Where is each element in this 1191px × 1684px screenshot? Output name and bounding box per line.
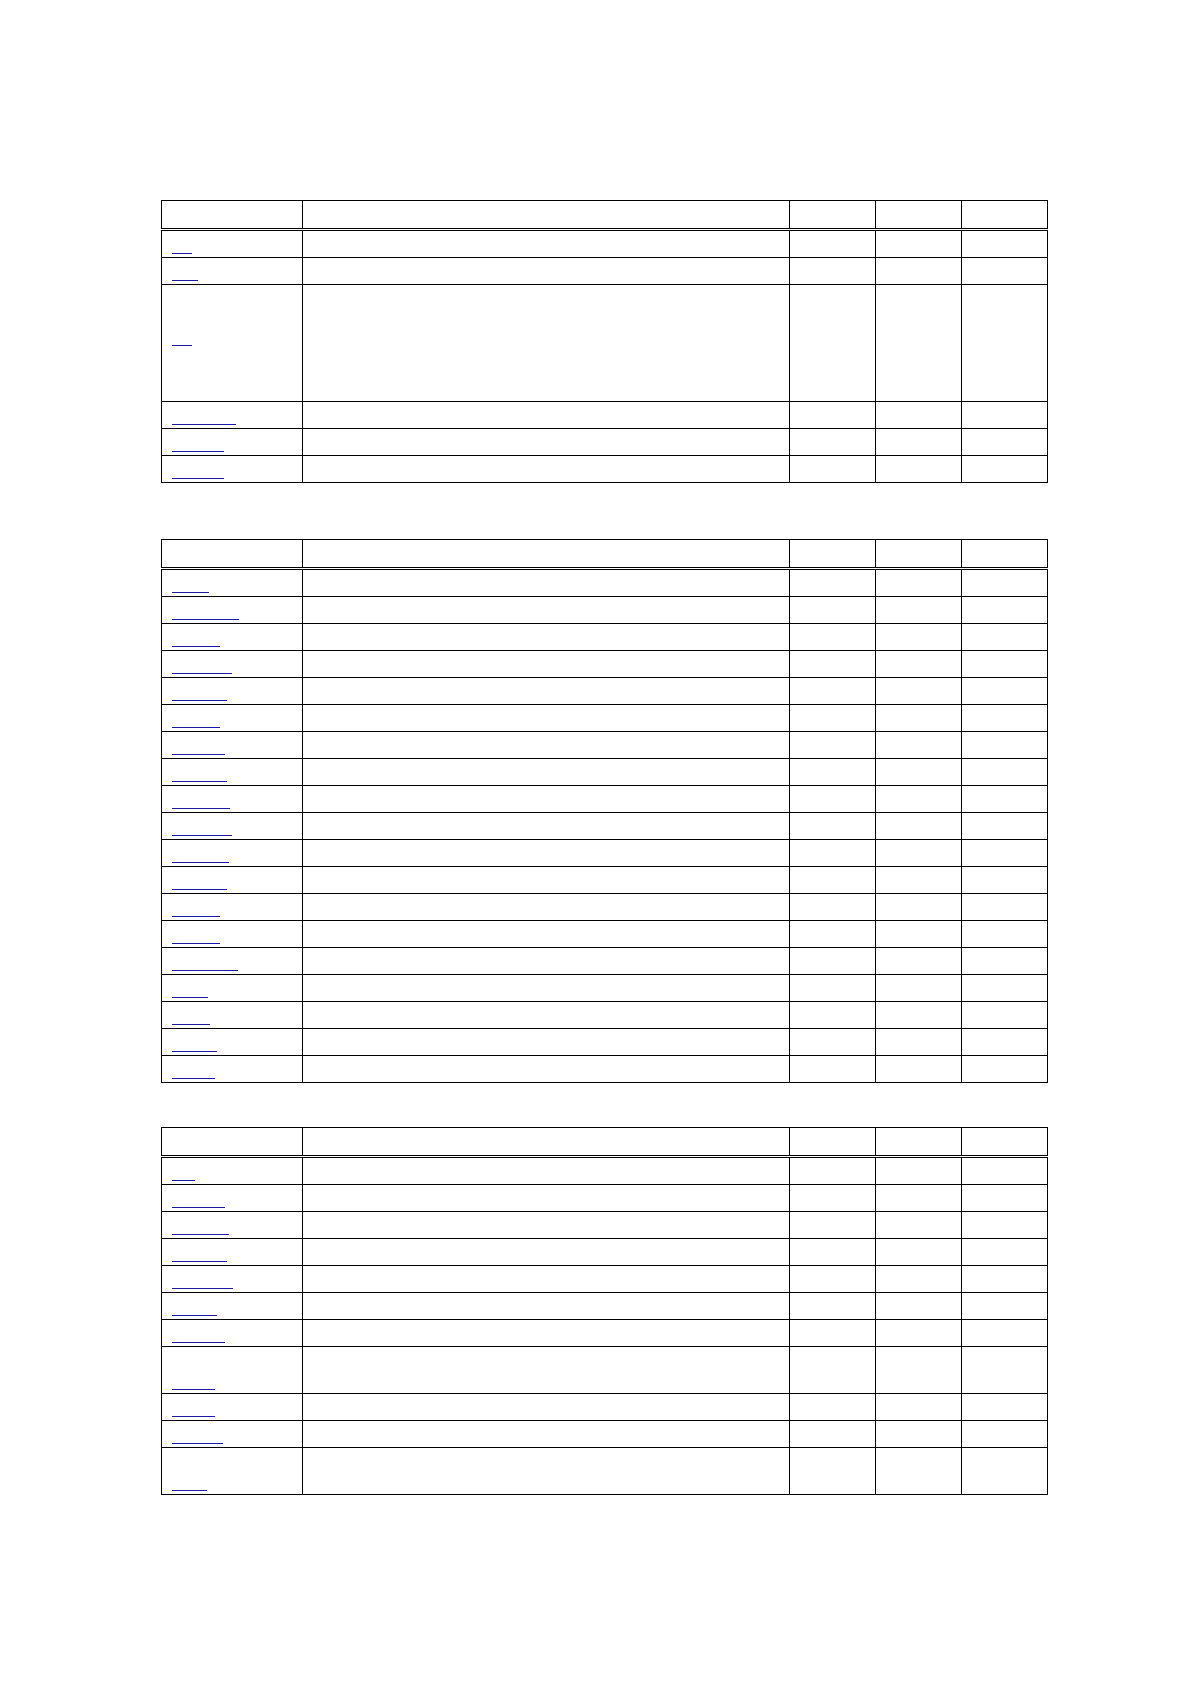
header-cell — [162, 201, 303, 230]
table-cell — [962, 1185, 1048, 1212]
table-cell — [876, 786, 962, 813]
row-link[interactable] — [172, 781, 227, 782]
table-cell — [962, 597, 1048, 624]
table-row — [162, 624, 1048, 651]
table-cell — [303, 759, 790, 786]
table-cell — [962, 1293, 1048, 1320]
table-cell — [876, 230, 962, 258]
table-row — [162, 285, 1048, 402]
table-row — [162, 678, 1048, 705]
table-cell — [876, 1421, 962, 1448]
table-cell — [162, 402, 303, 429]
table-cell — [962, 1448, 1048, 1495]
table-cell — [876, 840, 962, 867]
table-cell — [162, 1239, 303, 1266]
table-row — [162, 1293, 1048, 1320]
table-cell — [790, 1421, 876, 1448]
table-cell — [303, 1212, 790, 1239]
row-link[interactable] — [172, 1288, 233, 1289]
table-cell — [876, 1002, 962, 1029]
table-cell — [162, 1320, 303, 1347]
table-cell — [962, 1320, 1048, 1347]
table-cell — [162, 1293, 303, 1320]
table-cell — [303, 867, 790, 894]
table-row — [162, 705, 1048, 732]
table-cell — [162, 1448, 303, 1495]
table-cell — [876, 1347, 962, 1394]
table-cell — [962, 1056, 1048, 1083]
table-cell — [962, 456, 1048, 483]
header-cell — [962, 540, 1048, 569]
table-cell — [162, 786, 303, 813]
table-cell — [790, 813, 876, 840]
table-cell — [162, 678, 303, 705]
table-cell — [303, 1421, 790, 1448]
table-cell — [876, 456, 962, 483]
table-cell — [876, 867, 962, 894]
table-row — [162, 1448, 1048, 1495]
table-cell — [303, 402, 790, 429]
table-cell — [962, 1157, 1048, 1185]
table-row — [162, 759, 1048, 786]
table-cell — [790, 1293, 876, 1320]
table-cell — [162, 948, 303, 975]
table-cell — [876, 1029, 962, 1056]
row-link[interactable] — [172, 646, 220, 647]
table-cell — [162, 1347, 303, 1394]
row-link[interactable] — [172, 1389, 215, 1390]
table-cell — [162, 867, 303, 894]
table-cell — [876, 732, 962, 759]
table-cell — [962, 402, 1048, 429]
table-row — [162, 948, 1048, 975]
table-cell — [162, 840, 303, 867]
row-link[interactable] — [172, 619, 239, 620]
table-row — [162, 1320, 1048, 1347]
table-row — [162, 429, 1048, 456]
row-link[interactable] — [172, 1443, 223, 1444]
table-cell — [790, 456, 876, 483]
table-row — [162, 569, 1048, 597]
table-cell — [790, 705, 876, 732]
table-cell — [876, 1320, 962, 1347]
row-link[interactable] — [172, 916, 220, 917]
table-row — [162, 456, 1048, 483]
table-cell — [790, 840, 876, 867]
table-row — [162, 1212, 1048, 1239]
table-cell — [303, 1239, 790, 1266]
table-row — [162, 840, 1048, 867]
table-row — [162, 786, 1048, 813]
row-link[interactable] — [172, 1342, 225, 1343]
table-cell — [790, 921, 876, 948]
table-cell — [790, 569, 876, 597]
table-cell — [790, 732, 876, 759]
row-link[interactable] — [172, 835, 232, 836]
table-cell — [162, 894, 303, 921]
table-header-row — [162, 1128, 1048, 1157]
table-cell — [790, 786, 876, 813]
header-cell — [790, 540, 876, 569]
table-cell — [162, 230, 303, 258]
table-cell — [876, 258, 962, 285]
table-cell — [303, 456, 790, 483]
table-cell — [790, 1320, 876, 1347]
table-cell — [162, 1266, 303, 1293]
table-cell — [962, 1212, 1048, 1239]
table-cell — [790, 1394, 876, 1421]
table-cell — [962, 624, 1048, 651]
table-cell — [303, 1029, 790, 1056]
table-cell — [962, 651, 1048, 678]
table-cell — [790, 678, 876, 705]
table-cell — [162, 1185, 303, 1212]
table-cell — [962, 429, 1048, 456]
table-row — [162, 597, 1048, 624]
table-cell — [790, 867, 876, 894]
table-cell — [962, 569, 1048, 597]
table-cell — [876, 705, 962, 732]
table-cell — [962, 786, 1048, 813]
table-cell — [303, 1002, 790, 1029]
table-row — [162, 1056, 1048, 1083]
row-link[interactable] — [172, 1180, 195, 1181]
table-3 — [161, 1127, 1048, 1495]
table-cell — [303, 1056, 790, 1083]
row-link[interactable] — [172, 1051, 217, 1052]
table-cell — [162, 456, 303, 483]
row-link[interactable] — [172, 1261, 227, 1262]
table-header-row — [162, 201, 1048, 230]
table-cell — [876, 1056, 962, 1083]
table-cell — [303, 569, 790, 597]
header-cell — [303, 1128, 790, 1157]
table-cell — [162, 1029, 303, 1056]
table-cell — [303, 921, 790, 948]
table-cell — [162, 285, 303, 402]
table-cell — [790, 624, 876, 651]
row-link[interactable] — [172, 997, 208, 998]
table-cell — [876, 894, 962, 921]
table-cell — [162, 732, 303, 759]
table-cell — [876, 624, 962, 651]
table-cell — [162, 1212, 303, 1239]
table-cell — [303, 678, 790, 705]
table-row — [162, 1394, 1048, 1421]
table-cell — [790, 894, 876, 921]
table-cell — [876, 1394, 962, 1421]
table-cell — [303, 429, 790, 456]
table-cell — [790, 1266, 876, 1293]
row-link[interactable] — [172, 862, 229, 863]
table-cell — [876, 1212, 962, 1239]
table-cell — [962, 975, 1048, 1002]
header-cell — [962, 201, 1048, 230]
table-cell — [790, 1448, 876, 1495]
table-cell — [162, 651, 303, 678]
row-link[interactable] — [172, 253, 192, 254]
table-cell — [303, 1293, 790, 1320]
table-cell — [162, 429, 303, 456]
table-cell — [162, 1002, 303, 1029]
table-row — [162, 1239, 1048, 1266]
table-row — [162, 894, 1048, 921]
table-cell — [876, 285, 962, 402]
table-cell — [162, 759, 303, 786]
table-cell — [162, 1056, 303, 1083]
table-row — [162, 1347, 1048, 1394]
row-link[interactable] — [172, 754, 225, 755]
table-row — [162, 402, 1048, 429]
row-link[interactable] — [172, 451, 224, 452]
table-cell — [162, 624, 303, 651]
table-cell — [962, 1421, 1048, 1448]
table-cell — [162, 258, 303, 285]
table-cell — [962, 1239, 1048, 1266]
table-row — [162, 651, 1048, 678]
table-cell — [962, 1347, 1048, 1394]
table-cell — [876, 651, 962, 678]
table-cell — [303, 1394, 790, 1421]
table-cell — [962, 867, 1048, 894]
table-row — [162, 1421, 1048, 1448]
table-cell — [962, 1394, 1048, 1421]
table-cell — [790, 285, 876, 402]
row-link[interactable] — [172, 478, 224, 479]
row-link[interactable] — [172, 808, 230, 809]
table-cell — [962, 230, 1048, 258]
header-cell — [303, 540, 790, 569]
table-cell — [790, 1157, 876, 1185]
table-cell — [790, 429, 876, 456]
table-cell — [303, 651, 790, 678]
table-cell — [790, 759, 876, 786]
table-cell — [962, 894, 1048, 921]
table-cell — [876, 1293, 962, 1320]
table-cell — [790, 1185, 876, 1212]
table-cell — [303, 1185, 790, 1212]
table-cell — [962, 840, 1048, 867]
table-cell — [790, 1029, 876, 1056]
header-cell — [876, 201, 962, 230]
row-link[interactable] — [172, 1490, 207, 1491]
table-cell — [162, 813, 303, 840]
row-link[interactable] — [172, 1416, 215, 1417]
table-cell — [962, 258, 1048, 285]
table-cell — [876, 1185, 962, 1212]
table-cell — [790, 1239, 876, 1266]
header-cell — [876, 1128, 962, 1157]
row-link[interactable] — [172, 970, 238, 971]
row-link[interactable] — [172, 1024, 210, 1025]
table-1 — [161, 200, 1048, 483]
table-cell — [303, 786, 790, 813]
table-cell — [303, 230, 790, 258]
table-cell — [303, 624, 790, 651]
row-link[interactable] — [172, 673, 232, 674]
table-row — [162, 1185, 1048, 1212]
table-cell — [162, 1157, 303, 1185]
table-cell — [790, 258, 876, 285]
table-cell — [303, 840, 790, 867]
row-link[interactable] — [172, 1207, 225, 1208]
table-cell — [962, 759, 1048, 786]
table-row — [162, 258, 1048, 285]
table-cell — [303, 948, 790, 975]
table-cell — [790, 1056, 876, 1083]
table-cell — [790, 975, 876, 1002]
table-cell — [303, 1320, 790, 1347]
table-cell — [162, 975, 303, 1002]
table-row — [162, 1266, 1048, 1293]
row-link[interactable] — [172, 345, 192, 346]
table-cell — [876, 1448, 962, 1495]
table-cell — [962, 1002, 1048, 1029]
row-link[interactable] — [172, 280, 198, 281]
row-link[interactable] — [172, 700, 227, 701]
table-row — [162, 732, 1048, 759]
table-cell — [876, 975, 962, 1002]
table-cell — [962, 1029, 1048, 1056]
table-cell — [790, 948, 876, 975]
table-cell — [303, 1448, 790, 1495]
table-cell — [876, 948, 962, 975]
table-cell — [962, 678, 1048, 705]
table-cell — [962, 285, 1048, 402]
table-cell — [876, 402, 962, 429]
table-cell — [962, 813, 1048, 840]
table-row — [162, 975, 1048, 1002]
header-cell — [303, 201, 790, 230]
table-cell — [303, 285, 790, 402]
table-cell — [962, 921, 1048, 948]
row-link[interactable] — [172, 592, 209, 593]
table-cell — [303, 894, 790, 921]
table-row — [162, 867, 1048, 894]
table-row — [162, 813, 1048, 840]
table-cell — [962, 1266, 1048, 1293]
table-cell — [303, 732, 790, 759]
table-row — [162, 921, 1048, 948]
table-cell — [876, 678, 962, 705]
table-cell — [303, 258, 790, 285]
header-cell — [876, 540, 962, 569]
table-cell — [303, 975, 790, 1002]
table-cell — [303, 705, 790, 732]
table-cell — [962, 948, 1048, 975]
row-link[interactable] — [172, 943, 220, 944]
table-cell — [790, 1347, 876, 1394]
table-cell — [876, 429, 962, 456]
table-cell — [162, 597, 303, 624]
table-cell — [790, 597, 876, 624]
table-cell — [876, 759, 962, 786]
table-cell — [962, 705, 1048, 732]
table-cell — [876, 569, 962, 597]
table-cell — [303, 1266, 790, 1293]
row-link[interactable] — [172, 1078, 215, 1079]
table-cell — [790, 651, 876, 678]
row-link[interactable] — [172, 889, 227, 890]
table-cell — [162, 1394, 303, 1421]
table-cell — [790, 1002, 876, 1029]
table-header-row — [162, 540, 1048, 569]
table-cell — [162, 569, 303, 597]
header-cell — [162, 1128, 303, 1157]
header-cell — [790, 201, 876, 230]
table-cell — [962, 732, 1048, 759]
table-cell — [790, 1212, 876, 1239]
header-cell — [962, 1128, 1048, 1157]
table-cell — [303, 813, 790, 840]
table-cell — [876, 1157, 962, 1185]
row-link[interactable] — [172, 424, 236, 425]
table-cell — [162, 1421, 303, 1448]
row-link[interactable] — [172, 1234, 229, 1235]
table-cell — [876, 1266, 962, 1293]
table-cell — [876, 597, 962, 624]
table-cell — [303, 1157, 790, 1185]
table-cell — [303, 597, 790, 624]
table-cell — [790, 230, 876, 258]
table-row — [162, 230, 1048, 258]
table-row — [162, 1029, 1048, 1056]
header-cell — [790, 1128, 876, 1157]
header-cell — [162, 540, 303, 569]
row-link[interactable] — [172, 727, 220, 728]
table-cell — [876, 813, 962, 840]
table-cell — [162, 705, 303, 732]
table-cell — [876, 921, 962, 948]
table-cell — [876, 1239, 962, 1266]
table-row — [162, 1002, 1048, 1029]
table-row — [162, 1157, 1048, 1185]
table-cell — [303, 1347, 790, 1394]
table-cell — [790, 402, 876, 429]
table-cell — [162, 921, 303, 948]
table-2 — [161, 539, 1048, 1083]
row-link[interactable] — [172, 1315, 217, 1316]
